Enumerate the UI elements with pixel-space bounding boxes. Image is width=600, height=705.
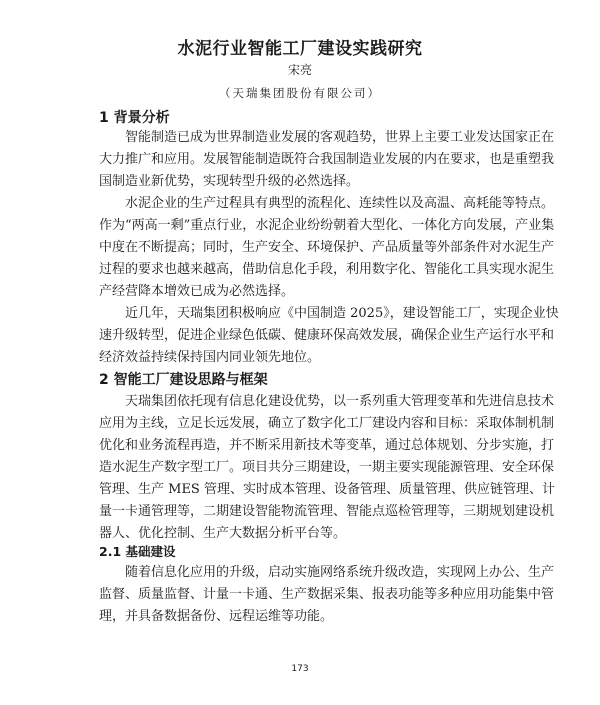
text-line: 理，并具备数据备份、远程运维等功能。: [99, 609, 334, 624]
paragraph: [99, 391, 555, 545]
text-line: 过程的要求也越来越高，借助信息化手段，利用数字化、智能化工具实现水泥生: [99, 262, 555, 277]
text-line: 速升级转型，促进企业绿色低碳、健康环保高效发展，确保企业生产运行水平和: [99, 328, 555, 343]
text-line: 大力推广和应用。发展智能制造既符合我国制造业发展的内在要求，也是重塑我: [99, 152, 555, 167]
text-line: 随着信息化应用的升级，启动实施网络系统升级改造，实现网上办公、生产: [125, 565, 555, 580]
author: 宋亮: [287, 63, 312, 77]
paragraph: [99, 562, 555, 628]
text-line: 天瑞集团依托现有信息化建设优势，以一系列重大管理变革和先进信息技术: [125, 394, 555, 409]
paper-title: 水泥行业智能工厂建设实践研究: [177, 39, 423, 59]
text-line: 作为“两高一剩”重点行业，水泥企业纷纷朝着大型化、一体化方向发展，产业集: [99, 218, 555, 233]
text-line: 经济效益持续保持国内同业领先地位。: [99, 350, 321, 365]
subsection-heading-2-1: 2.1 基础建设: [99, 544, 176, 559]
text-line: 近几年，天瑞集团积极响应《中国制造 2025》，建设智能工厂，实现企业快: [125, 306, 559, 321]
affiliation: （天瑞集团股份有限公司）: [219, 86, 381, 100]
text-line: 器人、优化控制、生产大数据分析平台等。: [99, 526, 347, 541]
text-line: 优化和业务流程再造，并不断采用新技术等变革，通过总体规划、分步实施，打: [99, 438, 555, 453]
text-line: 监督、质量监督、计量一卡通、生产数据采集、报表功能等多种应用功能集中管: [99, 587, 555, 602]
text-line: 国制造业新优势，实现转型升级的必然选择。: [99, 174, 360, 189]
page-number: 173: [291, 664, 309, 674]
text-line: 造水泥生产数字型工厂。项目共分三期建设，一期主要实现能源管理、安全环保: [99, 460, 555, 475]
text-line: 智能制造已成为世界制造业发展的客观趋势，世界上主要工业发达国家正在: [125, 130, 555, 145]
paragraph: [99, 193, 555, 303]
text-line: 管理、生产 MES 管理、实时成本管理、设备管理、质量管理、供应链管理、计: [99, 482, 555, 497]
text-line: 量一卡通管理等，二期建设智能物流管理、智能点巡检管理等，三期规划建设机: [99, 504, 555, 519]
text-line: 水泥企业的生产过程具有典型的流程化、连续性以及高温、高耗能等特点。: [125, 196, 555, 211]
paragraph: [99, 127, 555, 193]
text-line: 应用为主线，立足长远发展，确立了数字化工厂建设内容和目标：采取体制机制: [99, 416, 555, 431]
text-line: 中度在不断提高；同时，生产安全、环境保护、产品质量等外部条件对水泥生产: [99, 240, 555, 255]
text-line: 产经营降本增效已成为必然选择。: [99, 284, 295, 299]
paragraph: [99, 303, 559, 369]
section-heading-1: 1 背景分析: [99, 110, 170, 126]
section-heading-2: 2 智能工厂建设思路与框架: [99, 372, 268, 388]
